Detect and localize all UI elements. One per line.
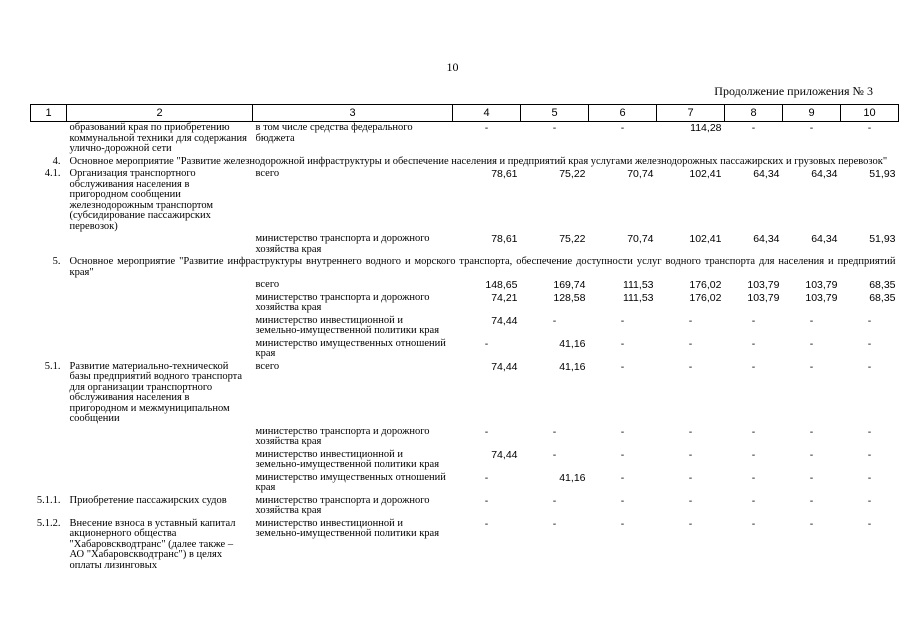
- section-row: [31, 256, 899, 279]
- row-index: [31, 122, 67, 156]
- value-cell: 74,44: [491, 314, 518, 327]
- value-cell: -: [552, 494, 557, 507]
- value-cell: -: [809, 314, 814, 327]
- activity-name: [67, 233, 253, 256]
- value-cell: 148,65: [485, 279, 518, 291]
- page-number: 10: [446, 60, 459, 74]
- funding-source: всего: [255, 168, 280, 179]
- row-index: 5.: [52, 256, 61, 267]
- value-cell: -: [688, 471, 693, 484]
- value-cell: -: [751, 122, 756, 134]
- activity-name: Приобретение пассажирских судов: [69, 494, 227, 506]
- value-cell: 75,22: [559, 168, 586, 180]
- value-cell: -: [484, 122, 489, 134]
- value-cell: -: [552, 425, 557, 438]
- value-cell: -: [484, 471, 489, 484]
- value-cell: -: [867, 471, 872, 484]
- table-row: [31, 122, 899, 156]
- value-cell: -: [867, 360, 872, 373]
- row-index: [31, 449, 67, 472]
- value-cell: -: [620, 471, 625, 484]
- header-cell: 9: [783, 105, 841, 122]
- value-cell: 68,35: [869, 291, 896, 304]
- value-cell: 64,34: [753, 233, 780, 245]
- funding-source: в том числе средства федерального бюджета: [255, 122, 413, 144]
- value-cell: 74,44: [491, 360, 518, 373]
- value-cell: 102,41: [689, 233, 722, 245]
- funding-source: всего: [255, 360, 280, 372]
- value-cell: 78,61: [491, 233, 518, 245]
- header-cell: 5: [521, 105, 589, 122]
- value-cell: -: [484, 517, 489, 530]
- value-cell: -: [688, 448, 693, 461]
- activity-name: [67, 292, 253, 315]
- header-cell: 3: [253, 105, 453, 122]
- value-cell: 41,16: [559, 337, 586, 350]
- value-cell: 169,74: [553, 279, 586, 291]
- value-cell: -: [809, 337, 814, 350]
- activity-name: Внесение взноса в уставный капитал акционерного общества "Хабаровскводтранс" (далее также – АО "Хабаровскводтранс") в целях оплаты лизинговых: [69, 517, 236, 571]
- value-cell: 74,44: [491, 448, 518, 461]
- value-cell: -: [751, 337, 756, 350]
- value-cell: 68,35: [869, 279, 896, 291]
- value-cell: -: [552, 448, 557, 461]
- table-row: [31, 292, 899, 315]
- value-cell: -: [809, 360, 814, 373]
- value-cell: -: [620, 360, 625, 373]
- value-cell: -: [751, 471, 756, 484]
- header-cell: 10: [841, 105, 899, 122]
- row-index: [31, 426, 67, 449]
- activity-name: [67, 449, 253, 472]
- value-cell: -: [751, 517, 756, 530]
- value-cell: -: [867, 448, 872, 461]
- value-cell: -: [552, 314, 557, 327]
- row-index: [31, 315, 67, 338]
- value-cell: 103,79: [805, 291, 838, 304]
- value-cell: 64,34: [811, 233, 838, 245]
- value-cell: -: [688, 314, 693, 327]
- value-cell: -: [484, 425, 489, 438]
- value-cell: -: [867, 337, 872, 350]
- section-title: Основное мероприятие "Развитие инфраструктуры внутреннего водного и морского транспорта, обеспечение доступности услуг водного транспорта для населения и предприятий края": [69, 256, 896, 278]
- value-cell: 111,53: [622, 279, 654, 291]
- value-cell: -: [620, 448, 625, 461]
- value-cell: -: [751, 314, 756, 327]
- header-cell: 4: [453, 105, 521, 122]
- activity-name: [67, 315, 253, 338]
- value-cell: -: [867, 314, 872, 327]
- value-cell: -: [620, 314, 625, 327]
- value-cell: -: [809, 448, 814, 461]
- row-index: 5.1.1.: [36, 494, 61, 506]
- funding-source: министерство имущественных отношений края: [255, 471, 446, 493]
- table-row: [31, 472, 899, 495]
- activity-name: [67, 426, 253, 449]
- row-index: 4.: [52, 155, 61, 167]
- value-cell: -: [688, 517, 693, 530]
- row-index: [31, 279, 67, 292]
- value-cell: -: [484, 337, 489, 350]
- value-cell: 128,58: [553, 291, 586, 304]
- activity-name: образований края по приобретению коммунальной техники для содержания улично-дорожной сети: [69, 122, 247, 154]
- table-row: [31, 315, 899, 338]
- value-cell: -: [688, 494, 693, 507]
- table-row: [31, 518, 899, 573]
- row-index: 5.1.2.: [36, 517, 61, 529]
- value-cell: 74,21: [491, 291, 518, 304]
- value-cell: 41,16: [559, 360, 586, 373]
- value-cell: 103,79: [747, 279, 780, 291]
- value-cell: -: [809, 122, 814, 134]
- value-cell: 78,61: [491, 168, 518, 180]
- value-cell: 41,16: [559, 471, 586, 484]
- funding-source: всего: [255, 279, 280, 290]
- header-cell: 2: [67, 105, 253, 122]
- value-cell: -: [620, 122, 625, 134]
- value-cell: 176,02: [689, 291, 722, 304]
- funding-source: министерство инвестиционной и земельно-имущественной политики края: [255, 314, 440, 336]
- value-cell: -: [688, 425, 693, 438]
- value-cell: 176,02: [689, 279, 722, 291]
- value-cell: -: [809, 425, 814, 438]
- table-row: [31, 495, 899, 518]
- value-cell: 103,79: [747, 291, 780, 304]
- section-row: [31, 156, 899, 169]
- value-cell: -: [751, 494, 756, 507]
- table-row: [31, 168, 899, 233]
- continuation-label: Продолжение приложения № 3: [714, 84, 873, 98]
- funding-source: министерство транспорта и дорожного хозяйства края: [255, 425, 430, 447]
- value-cell: -: [867, 122, 872, 134]
- value-cell: -: [688, 360, 693, 373]
- value-cell: -: [620, 517, 625, 530]
- value-cell: -: [809, 494, 814, 507]
- header-cell: 6: [589, 105, 657, 122]
- header-cell: 7: [657, 105, 725, 122]
- value-cell: -: [688, 337, 693, 350]
- activity-name: [67, 338, 253, 361]
- budget-table: [30, 104, 899, 572]
- value-cell: 64,34: [753, 168, 780, 180]
- funding-source: министерство имущественных отношений края: [255, 337, 446, 359]
- funding-source: министерство транспорта и дорожного хозяйства края: [255, 494, 430, 516]
- row-index: 4.1.: [44, 168, 61, 179]
- value-cell: 51,93: [869, 233, 896, 245]
- value-cell: -: [751, 425, 756, 438]
- table-row: [31, 279, 899, 292]
- value-cell: 70,74: [627, 233, 654, 245]
- table-row: [31, 338, 899, 361]
- funding-source: министерство инвестиционной и земельно-имущественной политики края: [255, 517, 440, 539]
- value-cell: 102,41: [689, 168, 722, 180]
- value-cell: -: [620, 425, 625, 438]
- value-cell: -: [809, 517, 814, 530]
- funding-source: министерство инвестиционной и земельно-имущественной политики края: [255, 448, 440, 470]
- value-cell: -: [552, 122, 557, 134]
- value-cell: -: [620, 494, 625, 507]
- row-index: [31, 233, 67, 256]
- header-row: [31, 105, 899, 122]
- value-cell: -: [867, 425, 872, 438]
- row-index: 5.1.: [44, 360, 61, 372]
- value-cell: -: [484, 494, 489, 507]
- value-cell: 75,22: [559, 233, 586, 245]
- funding-source: министерство транспорта и дорожного хозяйства края: [255, 233, 430, 255]
- row-index: [31, 292, 67, 315]
- table-row: [31, 233, 899, 256]
- activity-name: Организация транспортного обслуживания населения в пригородном сообщении железнодорожным транспортом (субсидирование пассажирских перевозок): [69, 168, 214, 232]
- value-cell: 51,93: [869, 168, 896, 180]
- value-cell: -: [751, 448, 756, 461]
- value-cell: 111,53: [622, 291, 654, 304]
- table-row: [31, 361, 899, 426]
- row-index: [31, 338, 67, 361]
- value-cell: 114,28: [690, 122, 722, 134]
- activity-name: [67, 472, 253, 495]
- header-cell: 8: [725, 105, 783, 122]
- activity-name: Развитие материально-технической базы предприятий водного транспорта для организации транспортного обслуживания населения в пригородном и межмуниципальном сообщении: [69, 360, 243, 424]
- funding-source: министерство транспорта и дорожного хозяйства края: [255, 291, 430, 313]
- row-index: [31, 472, 67, 495]
- value-cell: -: [620, 337, 625, 350]
- table-row: [31, 426, 899, 449]
- value-cell: -: [867, 494, 872, 507]
- activity-name: [67, 279, 253, 292]
- value-cell: 103,79: [805, 279, 838, 291]
- value-cell: 70,74: [627, 168, 654, 180]
- value-cell: 64,34: [811, 168, 838, 180]
- value-cell: -: [809, 471, 814, 484]
- header-cell: 1: [31, 105, 67, 122]
- section-title: Основное мероприятие "Развитие железнодорожной инфраструктуры и обеспечение населения и предприятий края услугами железнодорожных пассажирских и грузовых перевозок": [69, 155, 888, 167]
- table-row: [31, 449, 899, 472]
- value-cell: -: [751, 360, 756, 373]
- value-cell: -: [552, 517, 557, 530]
- value-cell: -: [867, 517, 872, 530]
